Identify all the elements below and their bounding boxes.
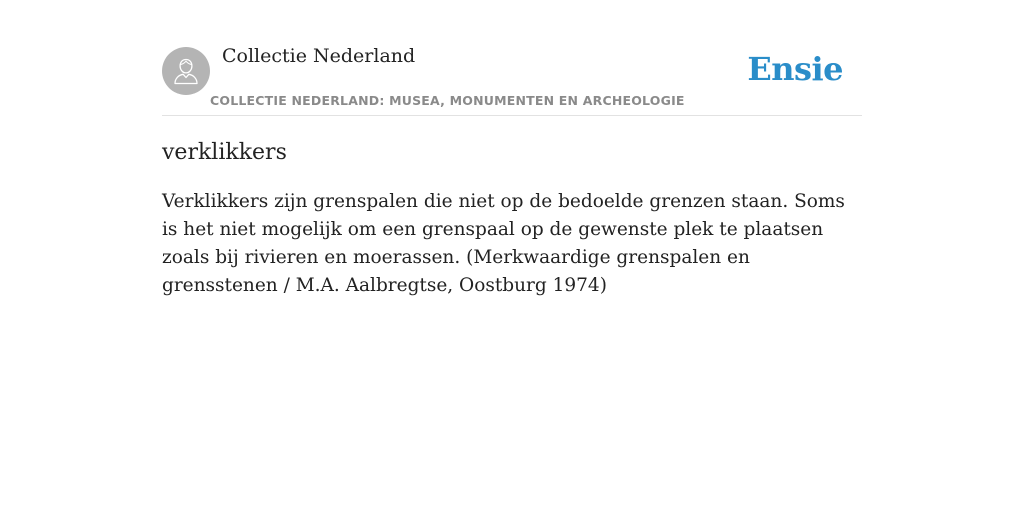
entry-card [162,38,862,300]
entry-definition: Verklikkers zijn grenspalen die niet op de bedoelde grenzen staan. Soms is het niet mogelijk om een grenspaal op de gewenste plek te plaatsen zoals bij rivieren en moerassen. (Merkwaardige grenspalen en grensstenen / M.A. Aalbregtse, Oostburg 1974) [162,191,845,296]
author-name[interactable]: Collectie Nederland [222,45,416,67]
ensie-logo[interactable]: Ensie [747,50,843,88]
entry-term: verklikkers [162,140,287,165]
entry-header [162,38,862,116]
user-icon [162,47,210,95]
avatar[interactable] [162,47,210,95]
source-subtitle[interactable]: COLLECTIE NEDERLAND: MUSEA, MONUMENTEN EN ARCHEOLOGIE [210,93,685,108]
